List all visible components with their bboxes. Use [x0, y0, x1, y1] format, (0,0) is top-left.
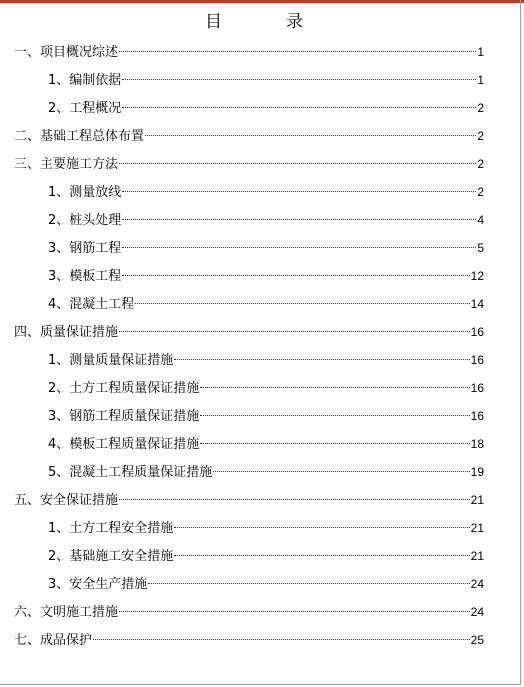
toc-entry-label: 3、模板工程 [48, 269, 122, 284]
toc-leader [213, 471, 469, 472]
toc-entry-page: 2 [477, 101, 484, 115]
toc-entry-quality-formwork[interactable] [48, 430, 484, 458]
toc-leader [135, 303, 469, 304]
toc-entry-quality-earthwork[interactable] [48, 374, 484, 402]
toc-leader [119, 499, 470, 500]
toc-entry-page: 21 [470, 549, 484, 563]
toc-entry-civilized-construction[interactable] [14, 598, 484, 626]
toc-entry-page: 5 [477, 241, 484, 255]
toc-entry-label: 3、安全生产措施 [48, 577, 148, 592]
toc-entry-page: 16 [470, 325, 484, 339]
toc-entry-page: 16 [470, 409, 484, 423]
toc-leader [122, 275, 469, 276]
toc-leader [200, 415, 469, 416]
toc-entry-project-overview[interactable] [48, 94, 484, 122]
toc-entry-label: 二、基础工程总体布置 [14, 129, 145, 144]
toc-entry-page: 18 [470, 437, 484, 451]
toc-leader [119, 331, 470, 332]
toc-title-part1: 目 [205, 12, 224, 32]
toc-entry-page: 2 [477, 129, 484, 143]
toc-entry-label: 3、钢筋工程质量保证措施 [48, 409, 200, 424]
toc-entry-label: 1、测量放线 [48, 185, 122, 200]
toc-leader [145, 135, 476, 136]
toc-entry-rebar[interactable] [48, 234, 484, 262]
toc-entry-page: 12 [470, 269, 484, 283]
toc-entry-label: 2、基础施工安全措施 [48, 549, 174, 564]
toc-entry-page: 24 [470, 577, 484, 591]
toc-entry-page: 16 [470, 381, 484, 395]
toc-entry-label: 四、质量保证措施 [14, 325, 119, 340]
toc-entry-label: 2、工程概况 [48, 101, 122, 116]
toc-entry-quality-rebar[interactable] [48, 402, 484, 430]
toc-entry-safety[interactable] [14, 486, 484, 514]
toc-leader [122, 107, 476, 108]
toc-entry-page: 24 [470, 605, 484, 619]
toc-entry-label: 三、主要施工方法 [14, 157, 119, 172]
toc-leader [119, 163, 476, 164]
toc-entry-pile-head[interactable] [48, 206, 484, 234]
toc-entry-label: 七、成品保护 [14, 633, 93, 648]
toc-entry-page: 14 [470, 297, 484, 311]
toc-leader [122, 219, 476, 220]
toc-leader [93, 639, 470, 640]
toc-title [0, 7, 510, 32]
toc-entry-label: 六、文明施工措施 [14, 605, 119, 620]
toc-leader [200, 443, 469, 444]
toc-entry-label: 1、编制依据 [48, 73, 122, 88]
toc-entry-page: 1 [477, 73, 484, 87]
toc-entry-label: 4、混凝土工程 [48, 297, 135, 312]
toc-entry-page: 2 [477, 157, 484, 171]
toc-entry-label: 1、土方工程安全措施 [48, 521, 174, 536]
toc-entry-survey[interactable] [48, 178, 484, 206]
toc-leader [174, 359, 469, 360]
toc-entry-foundation-layout[interactable] [14, 122, 484, 150]
toc-entry-label: 3、钢筋工程 [48, 241, 122, 256]
toc-entry-construction-methods[interactable] [14, 150, 484, 178]
toc-entry-page: 2 [477, 185, 484, 199]
toc-leader [174, 527, 469, 528]
toc-entry-formwork[interactable] [48, 262, 484, 290]
toc-entry-page: 21 [470, 493, 484, 507]
toc-entry-label: 一、项目概况综述 [14, 45, 119, 60]
toc-leader [119, 51, 476, 52]
toc-entry-safety-production[interactable] [48, 570, 484, 598]
toc-entry-concrete[interactable] [48, 290, 484, 318]
toc-leader [119, 611, 470, 612]
toc-entry-page: 1 [477, 45, 484, 59]
toc-entry-safety-foundation[interactable] [48, 542, 484, 570]
toc-entry-page: 16 [470, 353, 484, 367]
toc-entry-label: 4、模板工程质量保证措施 [48, 437, 200, 452]
toc-entry-quality[interactable] [14, 318, 484, 346]
toc-leader [148, 583, 469, 584]
toc-title-part2: 录 [286, 12, 305, 32]
toc-entry-label: 2、桩头处理 [48, 213, 122, 228]
toc-entry-page: 4 [477, 213, 484, 227]
toc-entry-label: 2、土方工程质量保证措施 [48, 381, 200, 396]
toc-entry-label: 五、安全保证措施 [14, 493, 119, 508]
toc-entry-label: 1、测量质量保证措施 [48, 353, 174, 368]
toc-leader [200, 387, 469, 388]
toc-entry-quality-survey[interactable] [48, 346, 484, 374]
toc-entry-label: 5、混凝土工程质量保证措施 [48, 465, 213, 480]
toc-entry-overview[interactable] [14, 38, 484, 66]
toc-entry-product-protection[interactable] [14, 626, 484, 654]
toc-leader [122, 79, 476, 80]
toc-entry-basis[interactable] [48, 66, 484, 94]
toc-leader [122, 247, 476, 248]
toc-leader [122, 191, 476, 192]
toc-entry-page: 21 [470, 521, 484, 535]
toc-entry-quality-concrete[interactable] [48, 458, 484, 486]
toc-leader [174, 555, 469, 556]
toc-entry-page: 25 [470, 633, 484, 647]
toc-entry-safety-earthwork[interactable] [48, 514, 484, 542]
toc-entry-page: 19 [470, 465, 484, 479]
